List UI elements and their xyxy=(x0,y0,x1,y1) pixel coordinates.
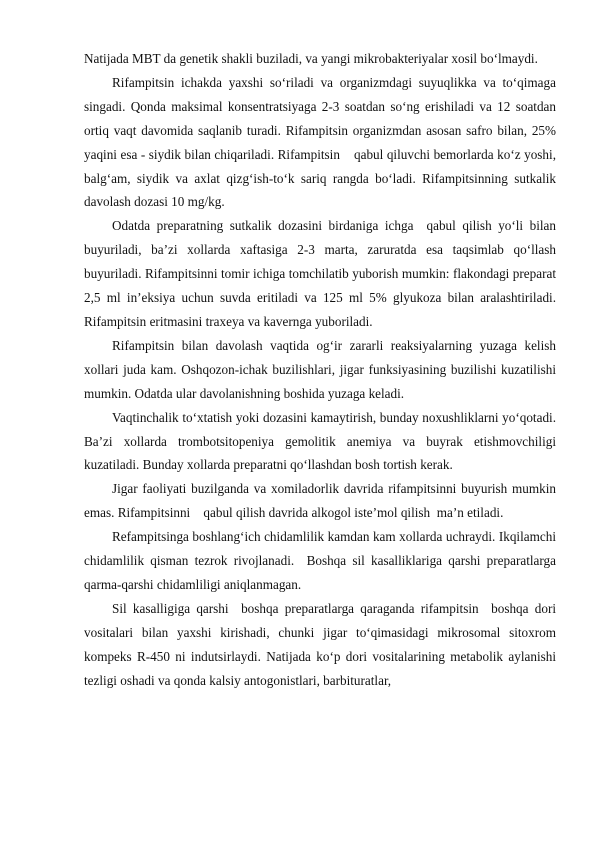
paragraph-6: Jigar faoliyati buzilganda va xomiladorlik davrida rifampitsinni buyurish mumkin emas. Rifampitsinni qabul qilish davrida alkogol iste’mol qilish ma’n etiladi. xyxy=(84,481,560,521)
paragraph-5: Vaqtinchalik to‘xtatish yoki dozasini kamaytirish, bunday noxushliklarni yo‘qotadi. Ba’zi xollarda trombotsitopeniya gemolitik anemiya va buyrak etishmovchiligi kuzatiladi. Bunday xollarda preparatni qo‘llashdan bosh tortish kerak. xyxy=(84,409,560,473)
paragraph-2: Rifampitsin ichakda yaxshi so‘riladi va organizmdagi suyuqlikka va to‘qimaga singadi. Qonda maksimal konsentratsiyaga 2-3 soatdan so‘ng erishiladi va 12 soatdan ortiq vaqt davomida saqlanib turadi. Rifampitsin organizmdan asosan safro bilan, 25% yaqini esa - siydik bilan chiqariladi. Rifampitsin qabul qiluvchi bemorlarda ko‘z yoshi, balg‘am, siydik va axlat qizg‘ish-to‘k sariq rangda bo‘ladi. Rifampitsinning sutkalik davolash dozasi 10 mg/kg. xyxy=(84,74,560,210)
paragraph-4: Rifampitsin bilan davolash vaqtida og‘ir zararli reaksiyalarning yuzaga kelish xollari juda kam. Oshqozon-ichak buzilishlari, jigar funksiyasining buzilishi kuzatilishi mumkin. Odatda ular davolanishning boshida yuzaga keladi. xyxy=(84,337,560,401)
document-page xyxy=(84,47,560,692)
paragraph-3: Odatda preparatning sutkalik dozasini birdaniga ichga qabul qilish yo‘li bilan buyuriladi, ba’zi xollarda xaftasiga 2-3 marta, zaruratda esa taqsimlab qo‘llash buyuriladi. Rifampitsinni tomir ichiga tomchilatib yuborish mumkin: flakondagi preparat 2,5 ml in’eksiya uchun suvda eritiladi va 125 ml 5% glyukoza bilan aralashtiriladi. Rifampitsin eritmasini traxeya va kavernga yuboriladi. xyxy=(84,218,560,329)
paragraph-8: Sil kasalligiga qarshi boshqa preparatlarga qaraganda rifampitsin boshqa dori vositalari bilan yaxshi kirishadi, chunki jigar to‘qimasidagi mikrosomal sitoxrom kompeks R-450 ni indutsirlaydi. Natijada ko‘p dori vositalarining metabolik aylanishi tezligi oshadi va qonda kalsiy antogonistlari, barbituratlar, xyxy=(84,600,560,688)
paragraph-7: Refampitsinga boshlang‘ich chidamlilik kamdan kam xollarda uchraydi. Ikqilamchi chidamlilik qisman tezrok rivojlanadi. Boshqa sil kasalliklariga qarshi preparatlarga qarma-qarshi chidamliligi aniqlanmagan. xyxy=(84,529,560,592)
paragraph-1: Natijada MBT da genetik shakli buziladi, va yangi mikrobakteriyalar xosil bo‘lmaydi. xyxy=(84,51,538,66)
